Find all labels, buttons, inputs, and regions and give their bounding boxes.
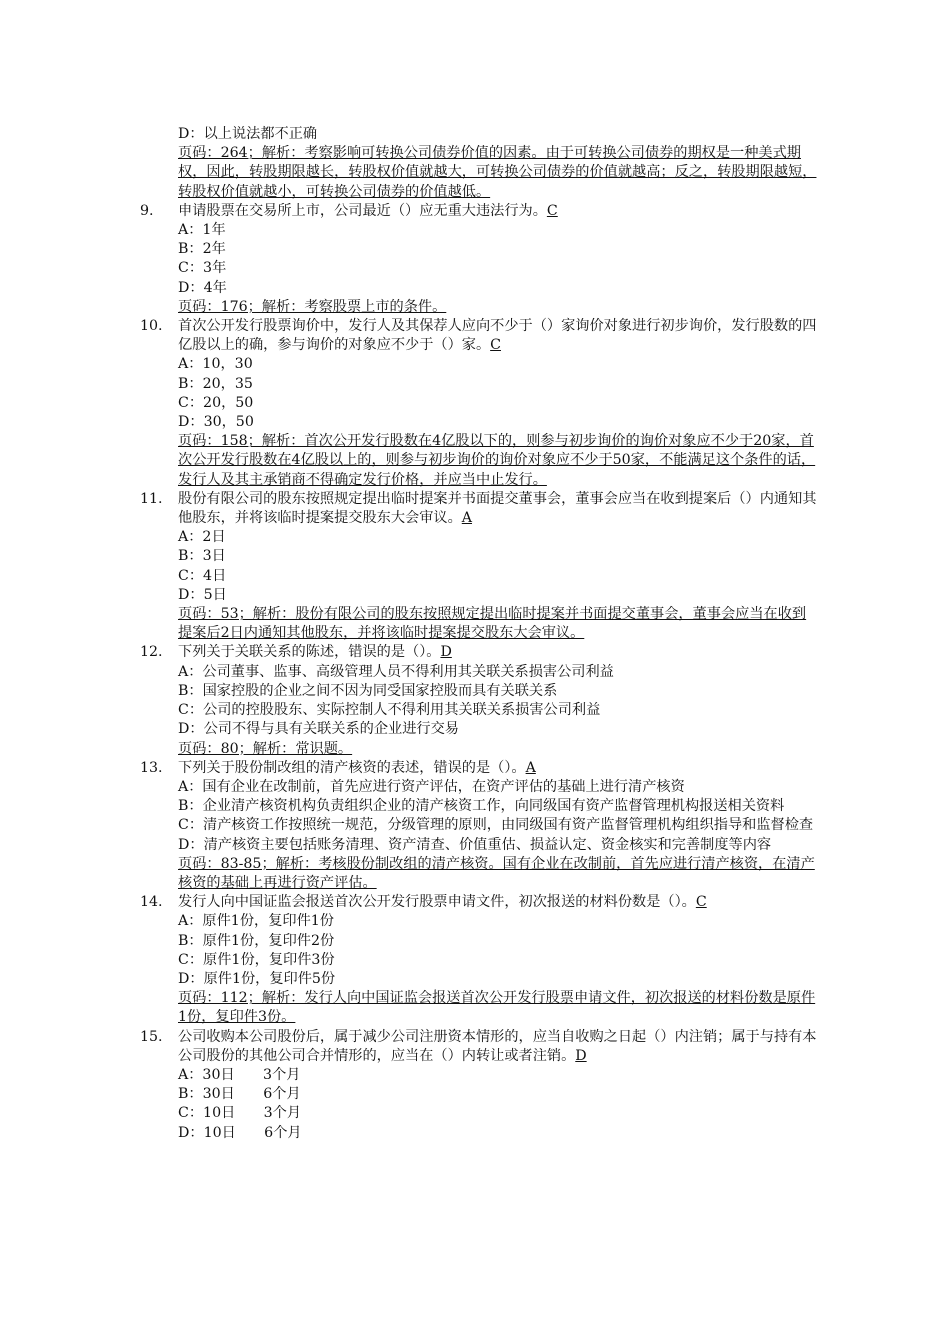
option-a: A：国有企业在改制前，首先应进行资产评估，在资产评估的基础上进行清产核资 bbox=[178, 778, 685, 795]
option-d: D：以上说法都不正确 bbox=[178, 126, 318, 142]
option-d: D：5日 bbox=[178, 586, 227, 603]
option-c: C：4日 bbox=[178, 567, 227, 584]
answer: A bbox=[461, 510, 473, 527]
option-a: A：公司董事、监事、高级管理人员不得利用其关联关系损害公司利益 bbox=[178, 663, 614, 680]
option-d: D：30，50 bbox=[178, 414, 254, 431]
question-list bbox=[140, 125, 820, 1143]
answer: C bbox=[695, 894, 707, 911]
question-stem: 股份有限公司的股东按照规定提出临时提案并书面提交董事会，董事会应当在收到提案后（）内通知其他股东，并将该临时提案提交股东大会审议。A bbox=[178, 490, 817, 527]
option-d: D：清产核资主要包括账务清理、资产清查、价值重估、损益认定、资金核实和完善制度等内容 bbox=[178, 836, 772, 853]
answer: C bbox=[490, 337, 501, 354]
answer: D bbox=[575, 1047, 587, 1064]
option-b: B：企业清产核资机构负责组织企业的清产核资工作，向同级国有资产监督管理机构报送相关资料 bbox=[178, 798, 785, 815]
option-b: B：2年 bbox=[178, 241, 226, 258]
explanation: 页码：53；解析：股份有限公司的股东按照规定提出临时提案并书面提交董事会，董事会应当在收到提案后2日内通知其他股东，并将该临时提案提交股东大会审议。 bbox=[178, 606, 807, 642]
option-b: B：20，35 bbox=[178, 375, 253, 392]
question-number: 12. bbox=[140, 644, 163, 661]
question-stem: 首次公开发行股票询价中，发行人及其保荐人应向不少于（）家询价对象进行初步询价，发行股数的四亿股以上的确，参与询价的对象应不少于（）家。C bbox=[178, 318, 817, 354]
option-b: B：3日 bbox=[178, 548, 226, 565]
explanation: 页码：112；解析：发行人向中国证监会报送首次公开发行股票申请文件，初次报送的材料份数是原件1份，复印件3份。 bbox=[178, 990, 816, 1026]
question-10 bbox=[140, 317, 820, 490]
option-c: C：20，50 bbox=[178, 394, 254, 411]
explanation: 页码：158；解析：首次公开发行股数在4亿股以下的，则参与初步询价的询价对象应不少于20家，首次公开发行股数在4亿股以上的，则参与初步询价的询价对象应不少于50家，不能满足这个条件的话，发行人及其主承销商不得确定发行价格，并应当中止发行。 bbox=[178, 433, 816, 488]
option-a: A：1年 bbox=[178, 222, 226, 239]
question-13 bbox=[140, 759, 820, 893]
option-d: D：原件1份，复印件5份 bbox=[178, 970, 336, 987]
question-number: 11. bbox=[140, 490, 163, 507]
explanation: 页码：264；解析：考察影响可转换公司债券价值的因素。由于可转换公司债券的期权是一种美式期权，因此，转股期限越长，转股权价值就越大，可转换公司债券的价值就越高；反之，转股期限越短，转股权价值就越小，可转换公司债券的价值越低。 bbox=[178, 145, 817, 200]
option-d: D：10日 6个月 bbox=[178, 1124, 302, 1141]
option-d: D：4年 bbox=[178, 279, 227, 296]
answer: A bbox=[525, 759, 536, 776]
option-a: A：30日 3个月 bbox=[178, 1066, 301, 1083]
option-a: A：2日 bbox=[178, 529, 226, 546]
question-number: 15. bbox=[140, 1028, 163, 1045]
option-b: B：30日 6个月 bbox=[178, 1086, 301, 1103]
question-14 bbox=[140, 893, 820, 1027]
question-stem: 公司收购本公司股份后，属于减少公司注册资本情形的，应当自收购之日起（）内注销；属于与持有本公司股份的其他公司合并情形的，应当在（）内转让或者注销。D bbox=[178, 1028, 817, 1064]
question-stem: 发行人向中国证监会报送首次公开发行股票申请文件，初次报送的材料份数是（）。C bbox=[178, 893, 820, 912]
question-9 bbox=[140, 202, 820, 317]
option-a: A：原件1份，复印件1份 bbox=[178, 913, 334, 930]
option-b: B：国家控股的企业之间不因为同受国家控股而具有关联关系 bbox=[178, 682, 558, 699]
option-c: C：清产核资工作按照统一规范，分级管理的原则，由同级国有资产监督管理机构组织指导和监督检查 bbox=[178, 817, 814, 834]
option-c: C：3年 bbox=[178, 260, 227, 277]
explanation: 页码：176；解析：考察股票上市的条件。 bbox=[178, 298, 447, 315]
option-c: C：公司的控股股东、实际控制人不得利用其关联关系损害公司利益 bbox=[178, 702, 601, 719]
option-c: C：10日 3个月 bbox=[178, 1105, 302, 1122]
question-15 bbox=[140, 1028, 820, 1143]
explanation: 页码：83-85；解析：考核股份制改组的清产核资。国有企业在改制前，首先应进行清产核资，在清产核资的基础上再进行资产评估。 bbox=[178, 855, 815, 891]
question-11 bbox=[140, 490, 820, 644]
question-stem: 下列关于关联关系的陈述，错误的是（）。D bbox=[178, 643, 820, 662]
question-number: 14. bbox=[140, 894, 163, 911]
question-number: 9. bbox=[140, 202, 154, 219]
answer: C bbox=[546, 202, 558, 219]
option-b: B：原件1份，复印件2份 bbox=[178, 932, 335, 949]
question-12 bbox=[140, 643, 820, 758]
question-8-tail bbox=[140, 125, 820, 202]
option-d: D：公司不得与具有关联关系的企业进行交易 bbox=[178, 721, 459, 738]
question-number: 10. bbox=[140, 318, 163, 335]
option-a: A：10，30 bbox=[178, 356, 253, 373]
question-stem: 下列关于股份制改组的清产核资的表述，错误的是（）。A bbox=[178, 759, 820, 778]
question-stem: 申请股票在交易所上市，公司最近（）应无重大违法行为。C bbox=[178, 202, 820, 221]
option-c: C：原件1份，复印件3份 bbox=[178, 951, 335, 968]
question-number: 13. bbox=[140, 759, 163, 776]
answer: D bbox=[440, 644, 452, 661]
explanation: 页码：80；解析：常识题。 bbox=[178, 740, 353, 757]
